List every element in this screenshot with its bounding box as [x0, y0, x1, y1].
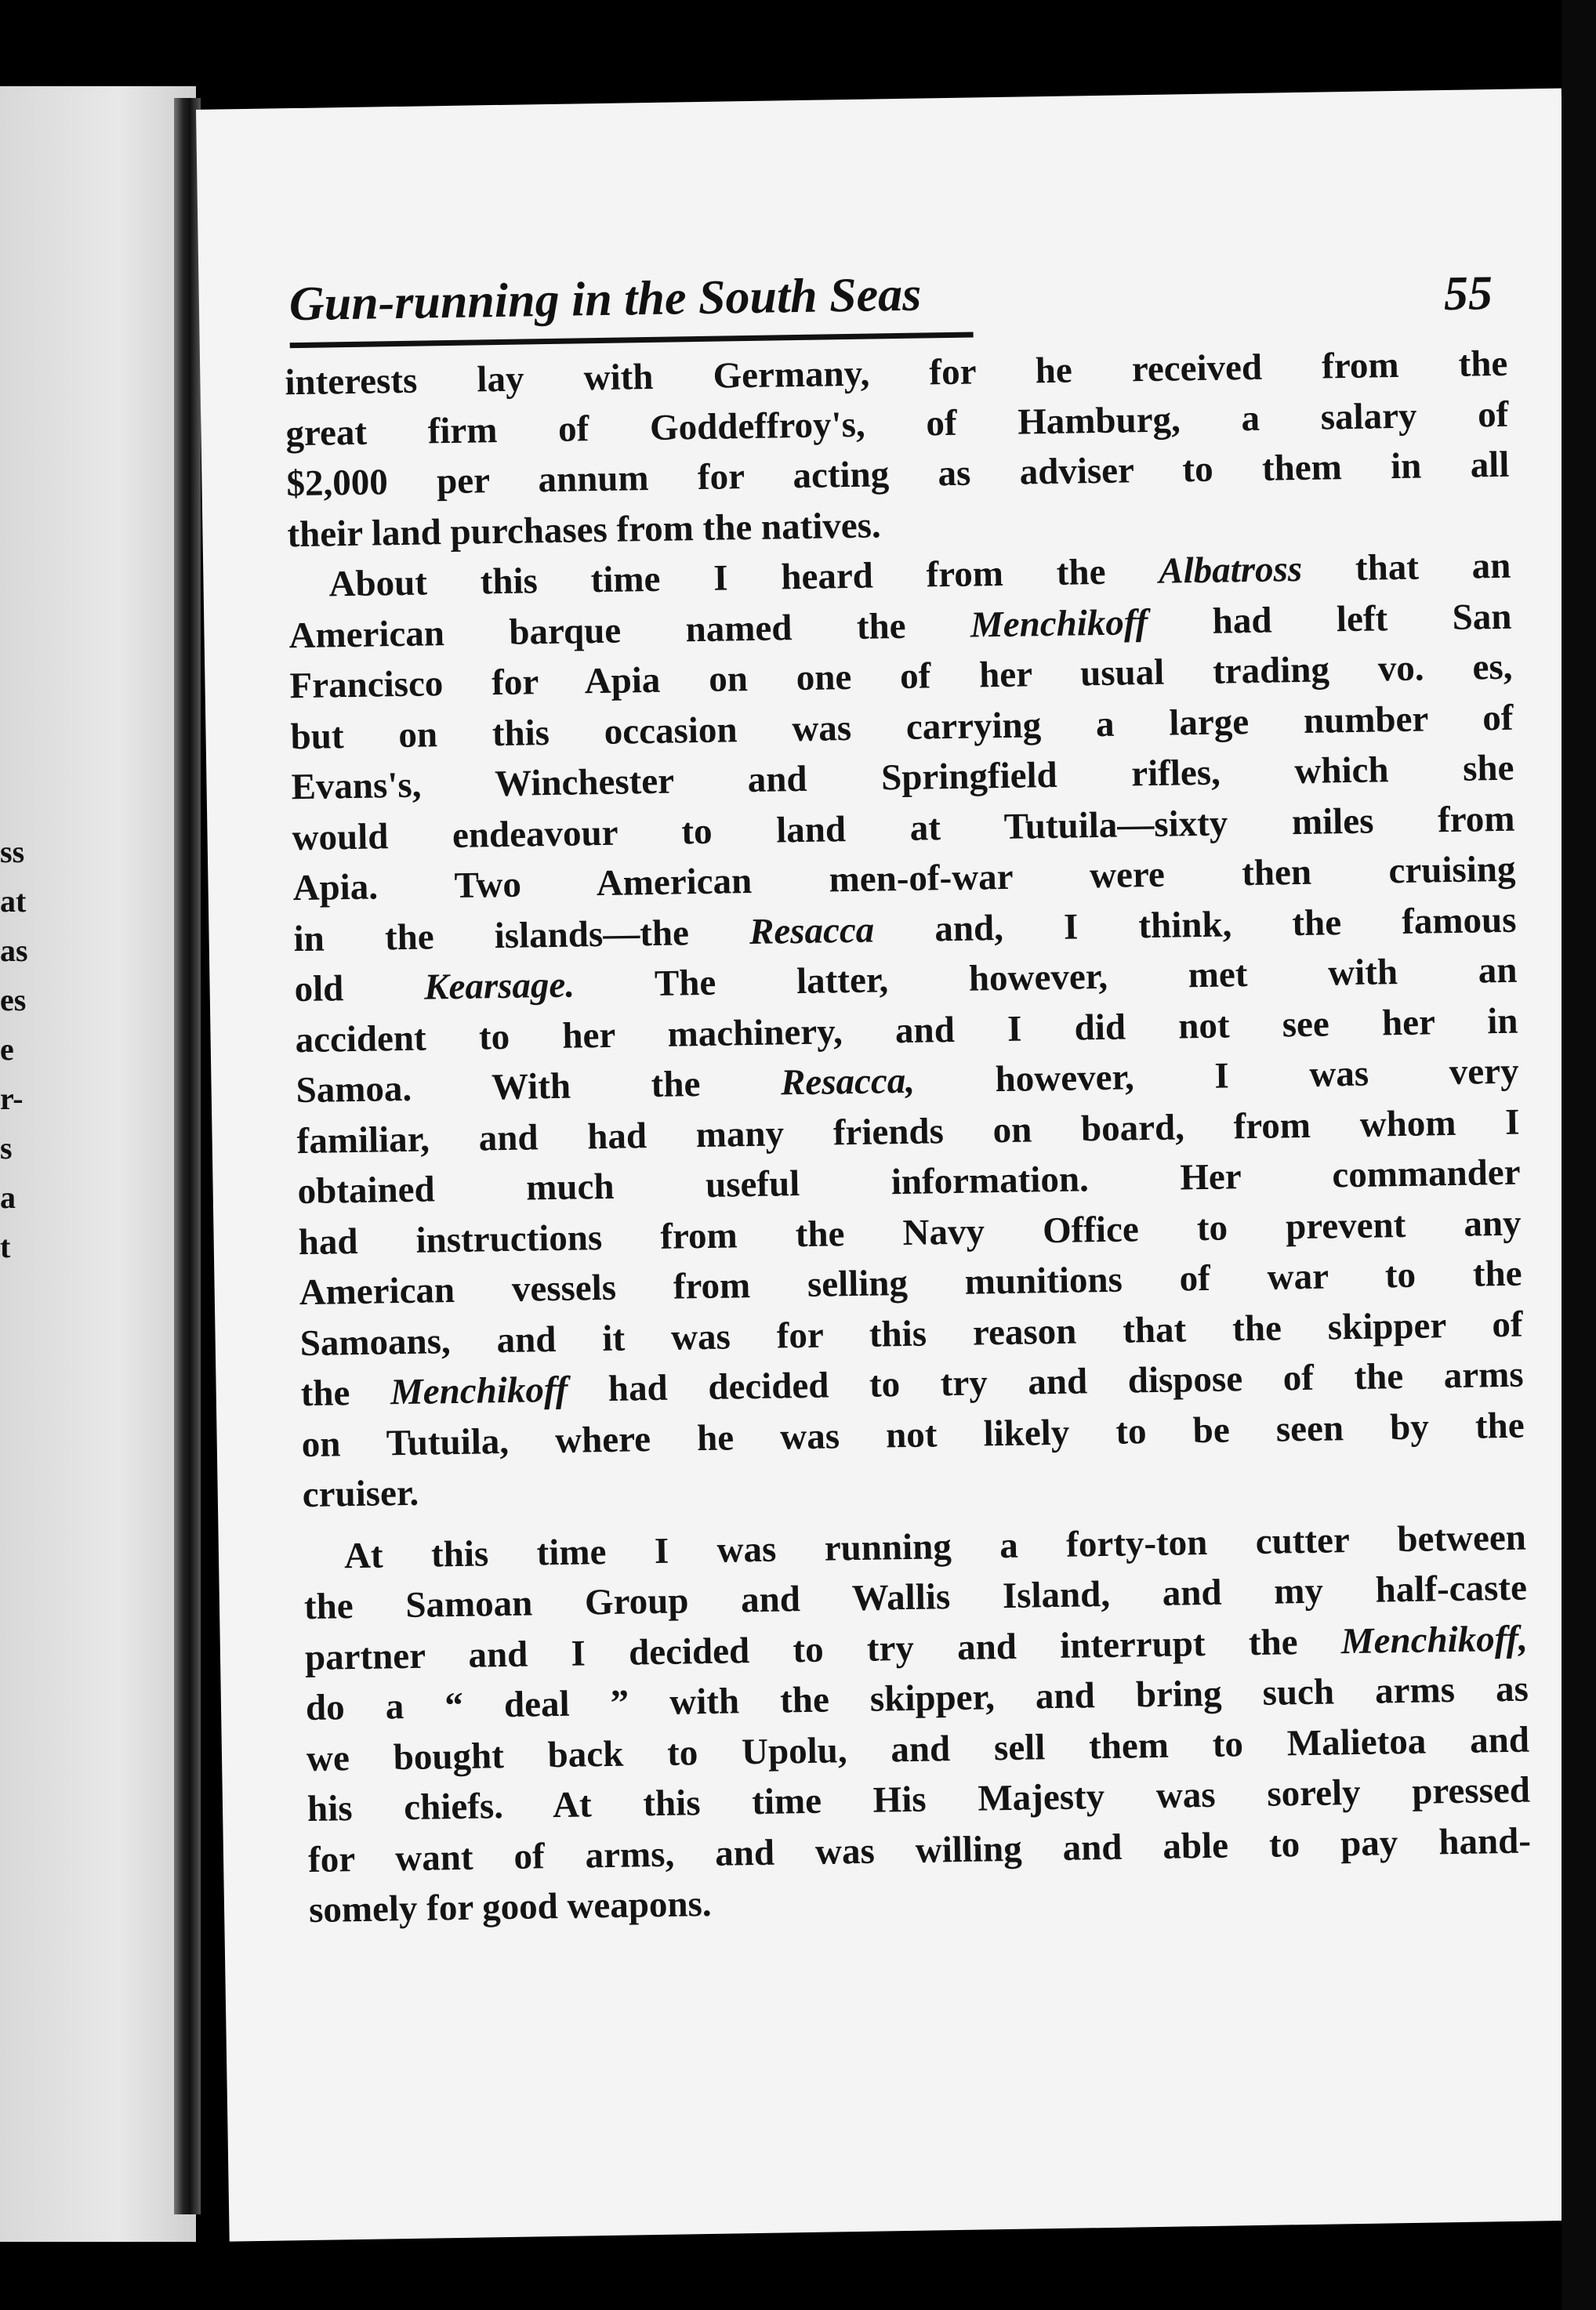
ship-name: Menchikoff,	[1340, 1618, 1529, 1662]
text-line: do a “ deal ” with the skipper, and bring such arms as	[305, 1668, 1529, 1729]
text-run: American barque named the	[288, 604, 971, 656]
left-facing-page	[0, 86, 196, 2242]
text-line: American vessels from selling munitions of war to the	[299, 1253, 1522, 1314]
left-fragment: s	[0, 1130, 13, 1166]
book-page	[196, 89, 1595, 2242]
running-head	[288, 258, 1493, 355]
text-line: familiar, and had many friends on board, from whom I	[296, 1101, 1520, 1162]
text-run: however, I was very	[914, 1050, 1519, 1101]
ship-name: Resacca	[749, 909, 875, 952]
text-line: somely for good weapons.	[308, 1883, 712, 1931]
text-line: accident to her machinery, and I did not see her in	[295, 1000, 1518, 1061]
left-fragment: as	[0, 933, 28, 968]
left-fragment: t	[0, 1229, 11, 1264]
body-text	[285, 339, 1532, 1936]
text-line: Evans's, Winchester and Springfield rifles, which she	[291, 747, 1514, 808]
left-fragment: at	[0, 883, 27, 919]
text-line: for want of arms, and was willing and able to pay hand-	[307, 1820, 1532, 1880]
header-rule	[290, 332, 974, 348]
text-line: we bought back to Upolu, and sell them to Malietoa and	[306, 1719, 1530, 1779]
text-line: At this time I was running a forty-ton cutter between	[343, 1517, 1527, 1576]
text-line: on Tutuila, where he was not likely to be seen by the	[301, 1405, 1525, 1465]
text-line: their land purchases from the natives.	[287, 504, 882, 555]
scan-right-edge	[1562, 0, 1596, 2310]
text-line: had instructions from the Navy Office to prevent any	[298, 1202, 1522, 1263]
text-line: the Samoan Group and Wallis Island, and my half-caste	[303, 1567, 1528, 1628]
ship-name: Albatross	[1158, 548, 1303, 592]
text-run: had left San	[1147, 596, 1512, 643]
text-run: The latter, however, met with an	[574, 949, 1518, 1006]
ship-name: Kearsage.	[423, 964, 575, 1008]
text-run: old	[294, 966, 425, 1010]
text-run: had decided to try and dispose of the arms	[567, 1354, 1524, 1410]
text-run: in the islands—the	[293, 911, 750, 959]
text-run: that an	[1301, 545, 1511, 589]
text-line: Samoans, and it was for this reason that the skipper of	[299, 1304, 1523, 1364]
running-title: Gun-running in the South Seas	[288, 267, 922, 332]
text-line: interests lay with Germany, for he received from the	[285, 343, 1508, 404]
text-run: partner and I decided to try and interrupt the	[304, 1620, 1342, 1678]
ship-name: Menchikoff	[970, 601, 1148, 646]
page-number: 55	[1443, 267, 1493, 321]
text-run: Samoa. With the	[296, 1062, 782, 1111]
text-run: About this time I heard from the	[328, 550, 1159, 605]
text-run: the	[300, 1372, 391, 1415]
text-run: and, I think, the famous	[873, 899, 1517, 951]
ship-name: Menchikoff	[390, 1369, 568, 1413]
text-line: his chiefs. At this time His Majesty was sorely pressed	[307, 1769, 1531, 1830]
left-fragment: r-	[0, 1081, 24, 1116]
text-line: but on this occasion was carrying a large number of	[290, 697, 1514, 757]
text-line: would endeavour to land at Tutuila—sixty miles from	[292, 798, 1515, 858]
left-fragment: e	[0, 1032, 14, 1067]
text-line: cruiser.	[302, 1472, 419, 1516]
text-line: obtained much useful information. Her commander	[297, 1151, 1521, 1213]
text-line: great firm of Goddeffroy's, of Hamburg, a salary of	[285, 393, 1509, 454]
left-fragment: a	[0, 1180, 16, 1215]
left-page-text-fragments	[0, 827, 47, 1271]
ship-name: Resacca,	[780, 1060, 916, 1104]
text-line: Apia. Two American men-of-war were then cruising	[292, 848, 1516, 909]
text-line: Francisco for Apia on one of her usual trading vo. es,	[289, 646, 1513, 707]
left-fragment: es	[0, 982, 27, 1017]
text-line: $2,000 per annum for acting as adviser to them in all	[286, 444, 1510, 505]
left-fragment: ss	[0, 834, 25, 869]
book-gutter	[174, 98, 201, 2214]
